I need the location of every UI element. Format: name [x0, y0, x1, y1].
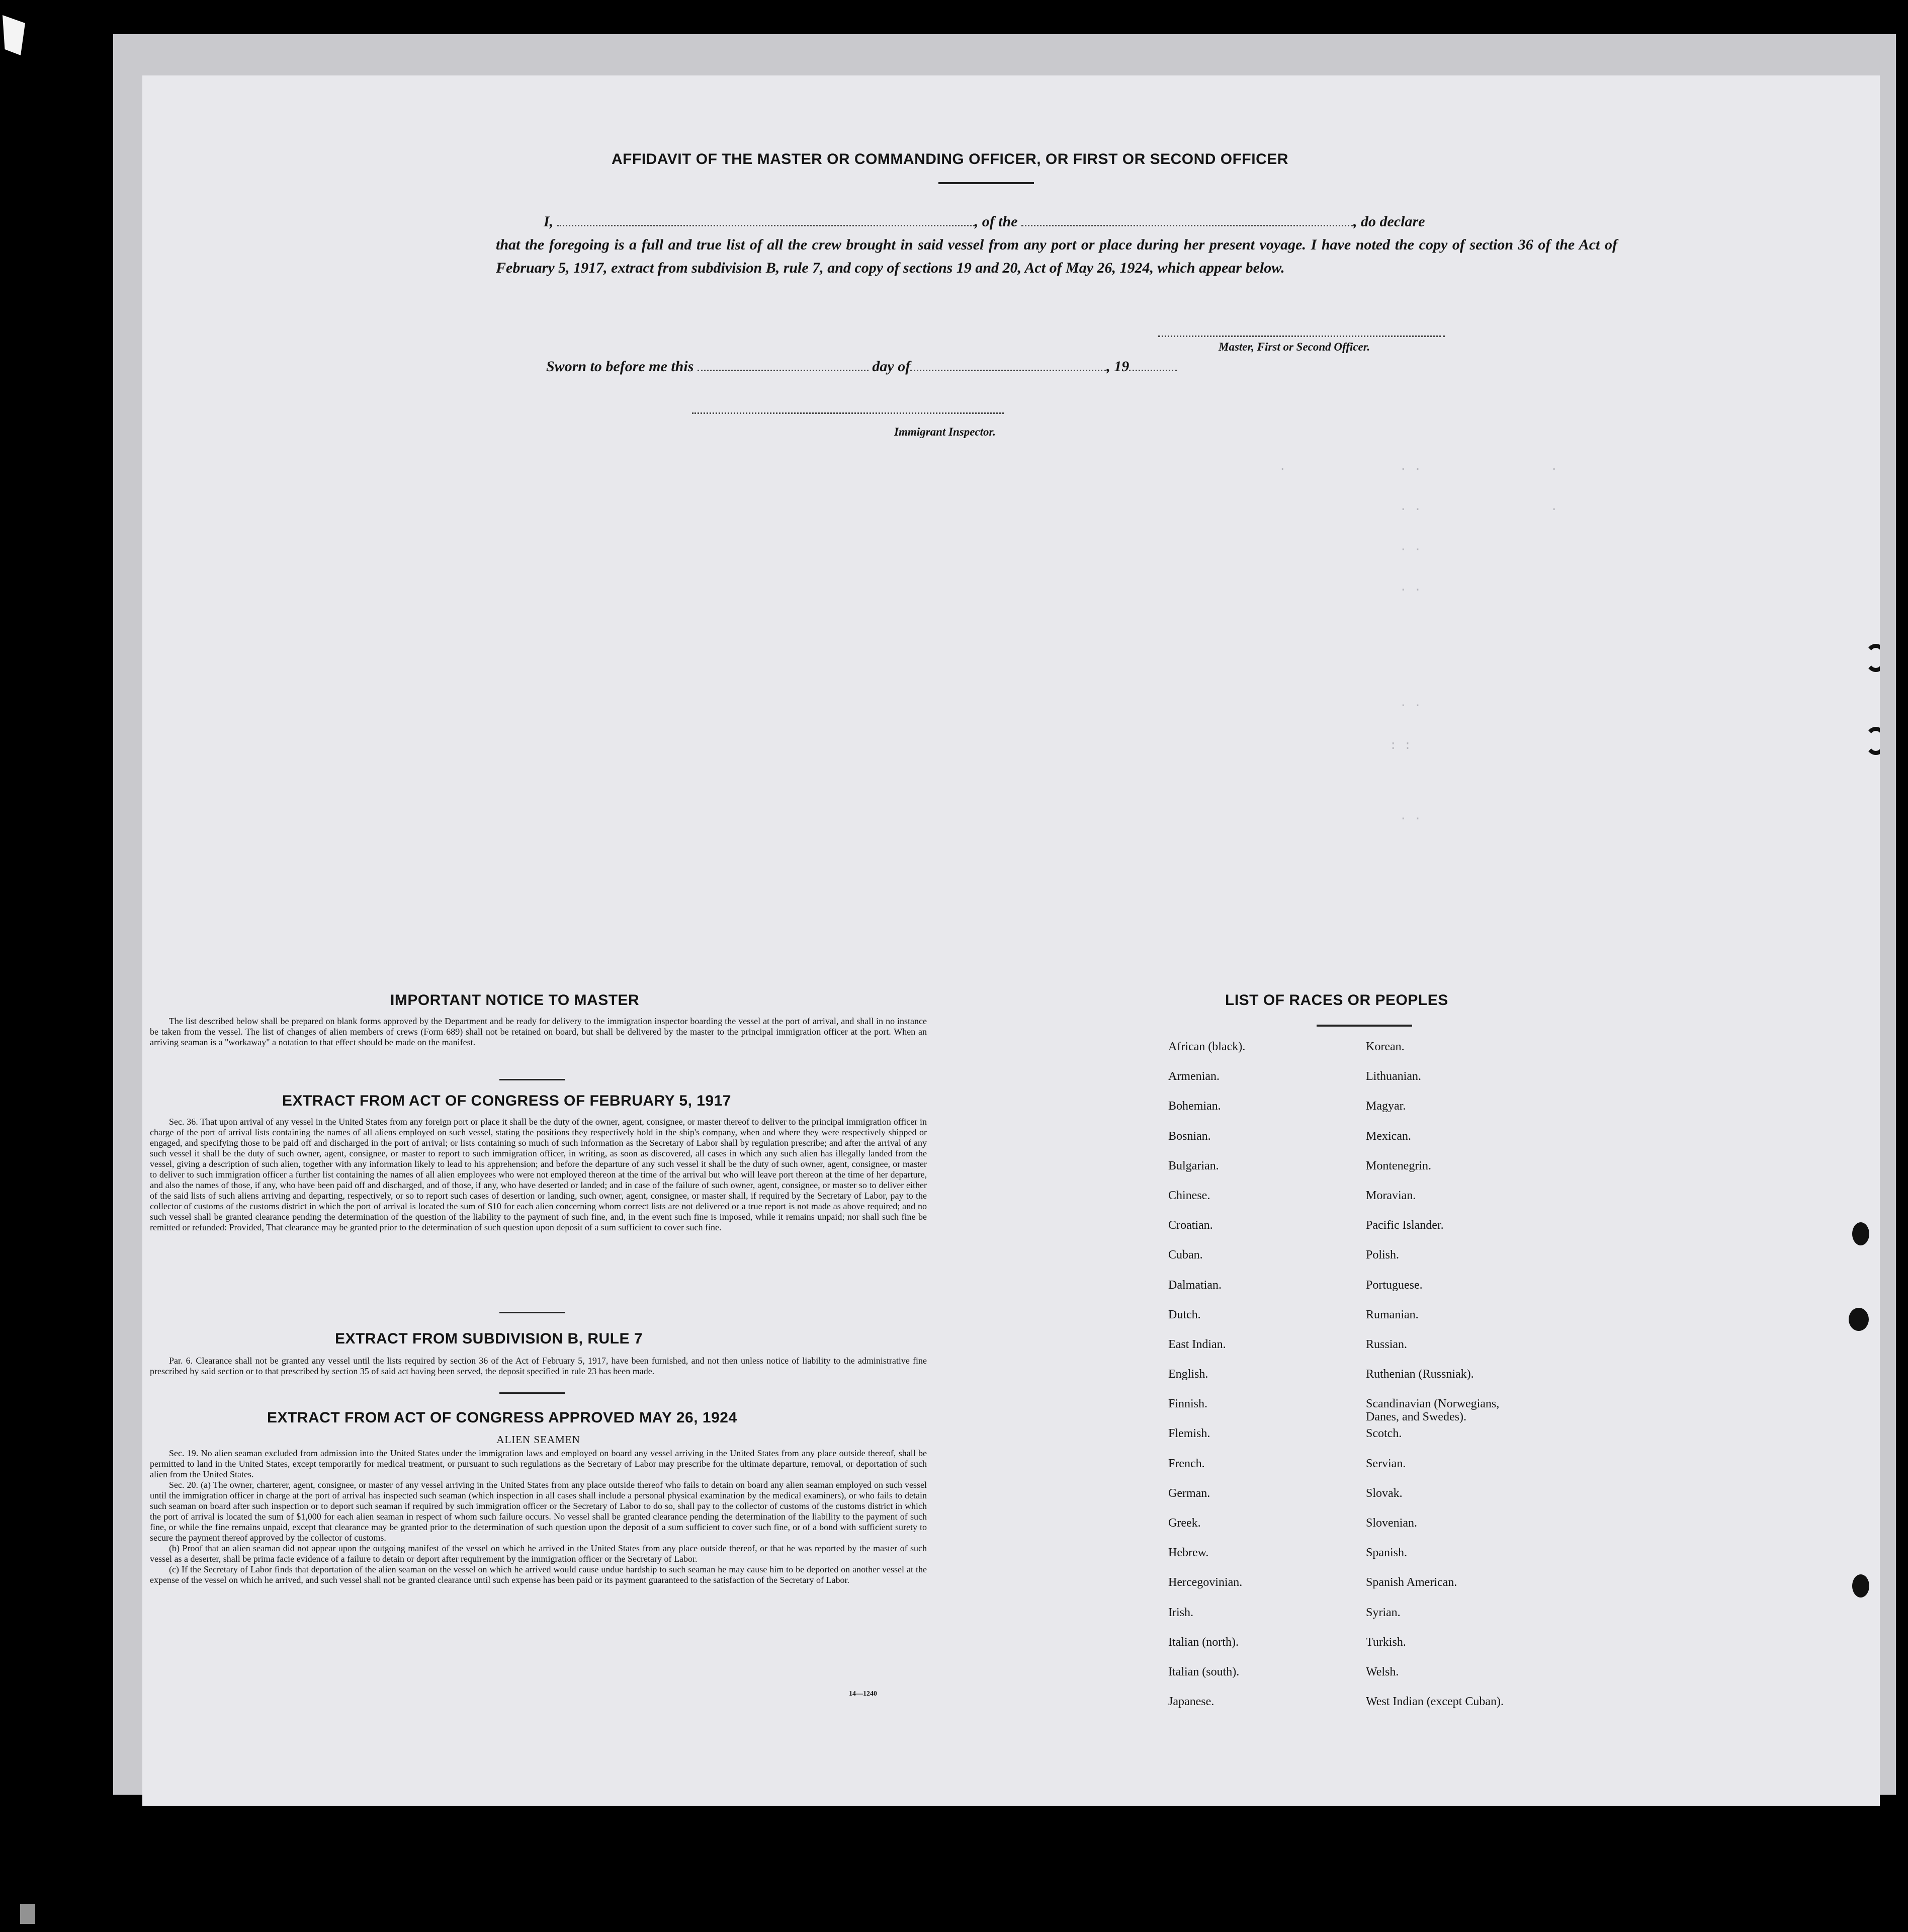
race-item: French.: [1168, 1457, 1205, 1470]
race-item: Magyar.: [1366, 1100, 1406, 1113]
notice-rule: [499, 1079, 565, 1080]
sworn-line: [546, 358, 1177, 375]
bleed-through-crew-list: · · · · · · · · · · · · · : : · ·: [1279, 463, 1558, 826]
affidavit-title-rule: [938, 182, 1034, 184]
race-item: Scotch.: [1366, 1427, 1402, 1441]
race-item: Bosnian.: [1168, 1129, 1211, 1143]
master-signature-label: Master, First or Second Officer.: [1219, 341, 1370, 353]
race-item: Japanese.: [1168, 1695, 1215, 1709]
film-edge-mark: [20, 1904, 35, 1924]
race-item: Moravian.: [1366, 1189, 1416, 1202]
races-title-rule: [1317, 1025, 1412, 1027]
race-item: German.: [1168, 1486, 1210, 1500]
affidavit-title: AFFIDAVIT OF THE MASTER OR COMMANDING OFFICER, OR FIRST OR SECOND OFFICER: [612, 151, 1288, 167]
race-item: Servian.: [1366, 1457, 1406, 1470]
rule7-rule: [499, 1392, 565, 1394]
race-item: Bohemian.: [1168, 1100, 1221, 1113]
race-item: Irish.: [1168, 1606, 1193, 1619]
inspector-label: Immigrant Inspector.: [894, 426, 996, 438]
sworn-month-blank[interactable]: [910, 359, 1106, 371]
race-item: Portuguese.: [1366, 1278, 1423, 1292]
extract-1917-rule: [499, 1312, 565, 1313]
name-blank[interactable]: [557, 214, 975, 226]
race-item: East Indian.: [1168, 1337, 1226, 1351]
race-item: Finnish.: [1168, 1397, 1208, 1411]
binder-hole: [1852, 1222, 1869, 1245]
vessel-blank[interactable]: [1021, 214, 1353, 226]
race-item: Polish.: [1366, 1248, 1400, 1262]
race-item: Slovenian.: [1366, 1517, 1417, 1530]
inspector-signature-line[interactable]: [692, 412, 1004, 414]
race-item: Ruthenian (Russniak).: [1366, 1368, 1474, 1381]
day-of-label: day of: [872, 358, 911, 375]
race-item: Hercegovinian.: [1168, 1576, 1243, 1589]
race-item: Croatian.: [1168, 1219, 1213, 1232]
extract-1924-text: ALIEN SEAMEN Sec. 19. No alien seaman excluded from admission into the United States under the immigration laws and employed on board any vessel arriving in the United States from any place outside thereof, shall be permitted to land in the United States, except temporarily for medical treatment, or pursuant to such regulations as the Secretary of Labor may prescribe for the ultimate departure, removal, or deportation of such alien from the United States. Sec. 20. (a) The owner, charterer, agent, consignee, or master of any vessel arriving in the United States from any place outside thereof who fails to detain on board any alien seaman employed on such vessel until the immigration officer in charge at the port of arrival has inspected such seaman (which inspection in all cases shall include a personal physical examination by the medical examiners), or who fails to detain such seaman on board after such inspection or to deport such seaman if required by such immigration officer or the Secretary of Labor to do so, shall pay to the collector of customs of the customs district in which the port of arrival is located the sum of $1,000 for each alien seaman in respect of whom such failure occurs. No vessel shall be granted clearance pending the determination of the liability to the payment of such fine, or while the fine remains unpaid, except that clearance may be granted prior to the determination of such question upon the deposit of a sum sufficient to cover such fine, or of a bond with sufficient surety to secure the payment thereof approved by the collector of customs. (b) Proof that an alien seaman did not appear upon the outgoing manifest of the vessel on which he arrived in the United States from any place outside thereof, or that he was reported by the master of such vessel as a deserter, shall be prima facie evidence of a failure to detain or deport after requirement by the immigration officer or the Secretary of Labor. (c) If the Secretary of Labor finds that deportation of the alien seaman on the vessel on which he arrived would cause undue hardship to such seaman he may cause him to be deported on another vessel at the expense of the vessel on which he arrived, and such vessel shall not be granted clearance until such expense has been paid or its payment guaranteed to the satisfaction of the Secretary of Labor.: [150, 1434, 927, 1585]
affidavit-text: [496, 210, 1617, 280]
race-item: Turkish.: [1366, 1635, 1406, 1649]
sworn-day-blank[interactable]: [698, 359, 869, 371]
race-item: Montenegrin.: [1366, 1159, 1431, 1172]
race-item: Italian (north).: [1168, 1635, 1239, 1649]
race-item: Greek.: [1168, 1517, 1201, 1530]
race-item: Armenian.: [1168, 1070, 1220, 1083]
race-item: Cuban.: [1168, 1248, 1203, 1262]
of-the-label: , of the: [974, 213, 1018, 230]
race-item: Lithuanian.: [1366, 1070, 1421, 1083]
master-signature-line[interactable]: [1158, 335, 1445, 337]
form-number: 14—1240: [849, 1690, 877, 1698]
race-item: Pacific Islander.: [1366, 1219, 1444, 1232]
race-item: Dutch.: [1168, 1308, 1201, 1321]
affidavit-body: that the foregoing is a full and true list of all the crew brought in said vessel from any port or place during her present voyage. I have noted the copy of section 36 of the Act of February 5, 1917, extract from subdivision B, rule 7, and copy of sections 19 and 20, Act of May 26, 1924, which appear below.: [496, 236, 1617, 276]
race-item: Bulgarian.: [1168, 1159, 1219, 1172]
binder-hole: [1849, 1308, 1869, 1331]
race-item: Rumanian.: [1366, 1308, 1419, 1321]
race-item: Welsh.: [1366, 1665, 1399, 1678]
extract-1917-title: EXTRACT FROM ACT OF CONGRESS OF FEBRUARY 5, 1917: [282, 1093, 731, 1109]
race-item: Dalmatian.: [1168, 1278, 1222, 1292]
sworn-year-blank[interactable]: [1129, 359, 1177, 371]
race-item: Korean.: [1366, 1040, 1405, 1053]
race-item: Scandinavian (Norwegians, Danes, and Swedes).: [1366, 1397, 1500, 1424]
rule7-title: EXTRACT FROM SUBDIVISION B, RULE 7: [335, 1330, 643, 1347]
race-item: Spanish.: [1366, 1546, 1408, 1560]
race-item: West Indian (except Cuban).: [1366, 1695, 1504, 1709]
race-item: Slovak.: [1366, 1486, 1403, 1500]
race-item: Flemish.: [1168, 1427, 1210, 1441]
i-label: I,: [544, 213, 554, 230]
race-item: African (black).: [1168, 1040, 1246, 1053]
notice-title: IMPORTANT NOTICE TO MASTER: [390, 992, 640, 1009]
declare-label: , do declare: [1353, 213, 1425, 230]
race-item: English.: [1168, 1368, 1208, 1381]
document-page: [142, 75, 1880, 1806]
race-item: Hebrew.: [1168, 1546, 1209, 1560]
races-right-column: [1366, 1040, 1532, 1725]
race-item: Syrian.: [1366, 1606, 1401, 1619]
race-item: Russian.: [1366, 1337, 1408, 1351]
race-item: Mexican.: [1366, 1129, 1411, 1143]
rule7-text: Par. 6. Clearance shall not be granted any vessel until the lists required by section 36 of the Act of February 5, 1917, have been furnished, and not then unless notice of liability to the administrative fine prescribed by said section or to that prescribed by section 35 of said act having been served, the deposit specified in rule 23 has been made.: [150, 1356, 927, 1376]
binder-hole: [1852, 1574, 1869, 1598]
extract-1924-title: EXTRACT FROM ACT OF CONGRESS APPROVED MAY 26, 1924: [267, 1409, 737, 1426]
notice-text: The list described below shall be prepared on blank forms approved by the Department and be ready for delivery to the immigration inspector boarding the vessel at the port of arrival, and shall in no instance be taken from the vessel. The list of changes of alien members of crews (Form 689) shall not be retained on board, but shall be delivered by the master to the principal immigration officer at the port. When an arriving seaman is a "workaway" a notation to that effect should be made on the manifest.: [150, 1016, 927, 1047]
race-item: Chinese.: [1168, 1189, 1210, 1202]
year-prefix: , 19: [1106, 358, 1130, 375]
race-item: Spanish American.: [1366, 1576, 1457, 1589]
sworn-label: Sworn to before me this: [546, 358, 694, 375]
races-left-column: [1168, 1040, 1245, 1725]
extract-1917-text: Sec. 36. That upon arrival of any vessel in the United States from any foreign port or place it shall be the duty of the owner, agent, consignee, or master thereof to deliver to the principal immigration officer in charge of the port of arrival lists containing the names of all aliens employed on such vessel, stating the positions they respectively hold in the ship's company, when and where they were respectively shipped or engaged, and specifying those to be paid off and discharged in the port of arrival; or lists containing so much of such information as the Secretary of Labor shall by regulation prescribe; and after the arrival of any such vessel it shall be the duty of such owner, agent, consignee, or master to report to such immigration officer, in writing, as soon as discovered, all cases in which any such alien has illegally landed from the vessel, giving a description of such alien, together with any information likely to lead to his apprehension; and before the departure of any such vessel it shall be the duty of such owner, agent, consignee, or master to deliver to such immigration officer a further list containing the names of all alien employees who were not employed thereon at the time of the arrival but who will leave port thereon at the time of her departure, and also the names of those, if any, who have been paid off and discharged, and of those, if any, who have deserted or landed; and in case of the failure of such owner, agent, consignee, or master so to deliver either of the said lists of such aliens arriving and departing, respectively, or so to report such cases of desertion or landing, such owner, agent, consignee, or master shall, if required by the Secretary of Labor, pay to the collector of customs of the customs district in which the port of arrival is located the sum of $10 for each alien concerning whom correct lists are not delivered or a true report is not made as above required; and no such vessel shall be granted clearance pending the determination of the question of the liability to the payment of such fine, and, in the event such fine is imposed, while it remains unpaid; nor shall such fine be remitted or refunded: Provided, That clearance may be granted prior to the determination of such question upon deposit of a sum sufficient to cover such fine.: [150, 1117, 927, 1232]
alien-seamen-subtitle: ALIEN SEAMEN: [496, 1434, 580, 1446]
film-edge-mark: [3, 15, 25, 55]
race-item: Italian (south).: [1168, 1665, 1240, 1678]
races-title: LIST OF RACES OR PEOPLES: [1225, 992, 1448, 1009]
